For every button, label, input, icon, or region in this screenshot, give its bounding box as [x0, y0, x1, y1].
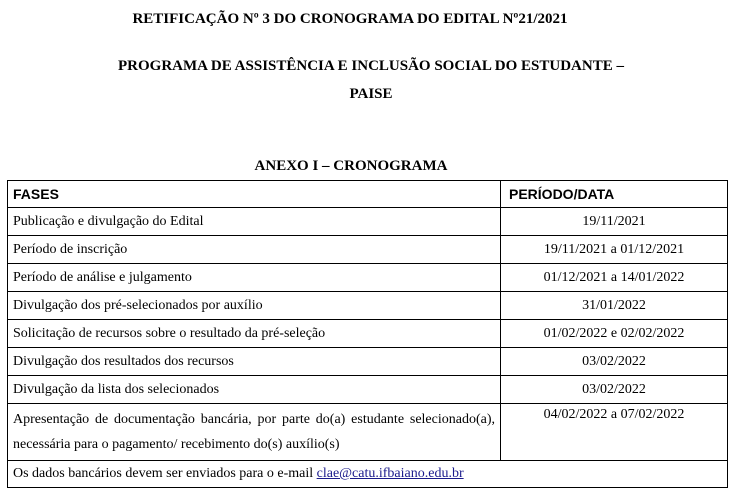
table-row — [8, 348, 728, 376]
table-row — [8, 376, 728, 404]
annex-title: ANEXO I – CRONOGRAMA — [254, 158, 448, 174]
phase-cell: Período de análise e julgamento — [8, 264, 501, 292]
table-row — [8, 208, 728, 236]
date-cell: 19/11/2021 — [501, 208, 728, 236]
email-link[interactable]: clae@catu.ifbaiano.edu.br — [316, 466, 464, 481]
date-cell: 01/02/2022 e 02/02/2022 — [501, 320, 728, 348]
phase-cell: Divulgação dos pré-selecionados por auxílio — [8, 292, 501, 320]
column-header-period: PERÍODO/DATA — [501, 181, 728, 208]
document-title: RETIFICAÇÃO Nº 3 DO CRONOGRAMA DO EDITAL Nº21/2021 — [132, 11, 568, 27]
date-cell: 03/02/2022 — [501, 348, 728, 376]
schedule-table — [7, 180, 728, 488]
date-cell: 03/02/2022 — [501, 376, 728, 404]
email-note-text: Os dados bancários devem ser enviados para o e-mail — [13, 466, 314, 481]
phase-cell: Solicitação de recursos sobre o resultado da pré-seleção — [8, 320, 501, 348]
table-row — [8, 320, 728, 348]
column-header-phases: FASES — [8, 181, 501, 208]
phase-cell: Divulgação da lista dos selecionados — [8, 376, 501, 404]
phase-cell: Período de inscrição — [8, 236, 501, 264]
date-cell: 01/12/2021 a 14/01/2022 — [501, 264, 728, 292]
date-cell: 19/11/2021 a 01/12/2021 — [501, 236, 728, 264]
phase-cell: Publicação e divulgação do Edital — [8, 208, 501, 236]
date-cell: 04/02/2022 a 07/02/2022 — [501, 404, 728, 461]
program-title-line-1: PROGRAMA DE ASSISTÊNCIA E INCLUSÃO SOCIAL DO ESTUDANTE – — [118, 58, 624, 74]
date-cell: 31/01/2022 — [501, 292, 728, 320]
program-title-line-2: PAISE — [349, 86, 393, 102]
table-header-row — [8, 181, 728, 208]
table-row — [8, 404, 728, 461]
email-note — [8, 461, 728, 488]
table-row — [8, 264, 728, 292]
table-row — [8, 236, 728, 264]
phase-cell: Divulgação dos resultados dos recursos — [8, 348, 501, 376]
phase-cell: Apresentação de documentação bancária, por parte do(a) estudante selecionado(a), necessária para o pagamento/ recebimento do(s) auxílio(s) — [8, 404, 501, 461]
note-row — [8, 461, 728, 488]
table-row — [8, 292, 728, 320]
